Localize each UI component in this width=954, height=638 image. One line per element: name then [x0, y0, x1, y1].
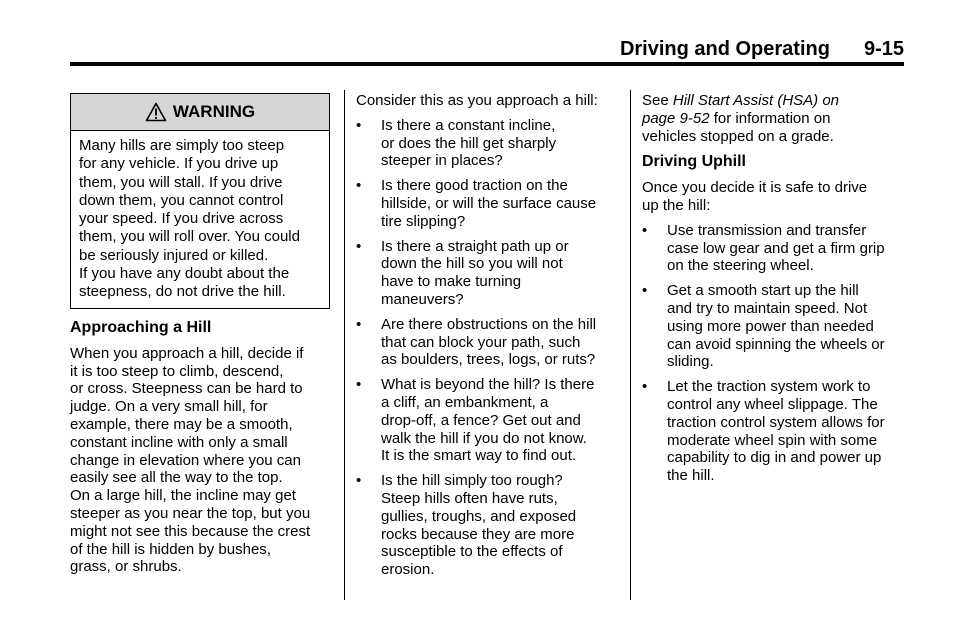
list-line: a cliff, an embankment, a	[381, 393, 549, 411]
intro-line: Once you decide it is safe to drive	[642, 179, 868, 197]
uphill-intro	[642, 179, 912, 215]
list-line: It is the smart way to find out.	[381, 447, 577, 465]
section-title: Driving and Operating	[619, 38, 830, 60]
paragraph-line: judge. On a very small hill, for	[70, 398, 268, 416]
warning-line: Many hills are simply too steep	[79, 137, 285, 154]
list-line: steeper in places?	[381, 152, 503, 170]
page-header	[620, 38, 904, 61]
list-line: can avoid spinning the wheels or	[667, 335, 885, 353]
page-number: 9-15	[863, 38, 904, 60]
list-line: Steep hills often have ruts,	[381, 489, 558, 507]
hill-questions-list	[356, 117, 626, 579]
list-line: hillside, or will the surface cause	[381, 194, 597, 212]
list-line: down the hill so you will not	[381, 255, 563, 273]
list-line: Is there a constant incline,	[381, 116, 556, 134]
list-line: walk the hill if you do not know.	[381, 429, 587, 447]
list-line: Let the traction system work to	[667, 378, 871, 396]
uphill-tips-list	[642, 222, 912, 485]
list-item	[642, 378, 912, 485]
see-line: vehicles stopped on a grade.	[642, 127, 834, 145]
middle-intro: Consider this as you approach a hill:	[356, 92, 598, 109]
see-suffix: for information on	[709, 109, 831, 127]
list-line: Is there a straight path up or	[381, 237, 569, 255]
list-line: moderate wheel spin with some	[667, 431, 878, 449]
see-reference	[642, 92, 912, 145]
list-line: as boulders, trees, logs, or ruts?	[381, 351, 596, 369]
list-item	[356, 472, 626, 579]
list-line: erosion.	[381, 561, 435, 579]
warning-line: them, you will stall. If you drive	[79, 173, 283, 191]
bullet-icon: •	[356, 116, 362, 134]
list-line: tire slipping?	[381, 212, 466, 230]
bullet-icon: •	[642, 378, 648, 396]
list-line: control any wheel slippage. The	[667, 395, 878, 413]
list-line: that can block your path, such	[381, 333, 581, 351]
column-divider-2	[630, 90, 631, 600]
warning-line: for any vehicle. If you drive up	[79, 155, 279, 173]
bullet-icon: •	[356, 237, 362, 255]
paragraph-line: grass, or shrubs.	[70, 558, 182, 576]
paragraph-line: On a large hill, the incline may get	[70, 487, 296, 505]
warning-line: your speed. If you drive across	[79, 210, 284, 228]
list-item	[356, 316, 626, 369]
list-item	[356, 117, 626, 170]
list-line: sliding.	[667, 353, 714, 371]
paragraph-line: of the hill is hidden by bushes,	[70, 540, 271, 558]
warning-line: If you have any doubt about the	[79, 265, 290, 283]
right-column	[642, 92, 912, 485]
hsa-reference-link[interactable]: Hill Start Assist (HSA) on	[672, 92, 840, 109]
paragraph-line: it is too steep to climb, descend,	[70, 362, 284, 380]
list-line: capability to dig in and power up	[667, 449, 882, 467]
warning-line: them, you will roll over. You could	[79, 228, 300, 246]
paragraph-line: or cross. Steepness can be hard to	[70, 380, 303, 398]
list-line: What is beyond the hill? Is there	[381, 376, 595, 394]
paragraph-line: example, there may be a smooth,	[70, 415, 293, 433]
list-line: on the steering wheel.	[667, 257, 814, 275]
bullet-icon: •	[356, 315, 362, 333]
paragraph-line: When you approach a hill, decide if	[70, 344, 304, 362]
list-line: Use transmission and transfer	[667, 221, 867, 239]
list-line: or does the hill get sharply	[381, 134, 557, 152]
list-line: Is the hill simply too rough?	[381, 472, 563, 490]
list-line: gullies, troughs, and exposed	[381, 507, 577, 525]
left-column	[70, 319, 340, 576]
bullet-icon: •	[356, 177, 362, 195]
bullet-icon: •	[642, 282, 648, 300]
warning-triangle-icon	[145, 102, 167, 122]
list-line: Are there obstructions on the hill	[381, 315, 597, 333]
list-item	[642, 222, 912, 275]
warning-line: steepness, do not drive the hill.	[79, 283, 286, 301]
bullet-icon: •	[356, 472, 362, 490]
list-line: rocks because they are more	[381, 525, 575, 543]
middle-column	[356, 92, 626, 579]
list-line: the hill.	[667, 467, 715, 485]
list-item	[356, 238, 626, 309]
paragraph-line: easily see all the way to the top.	[70, 469, 283, 487]
approaching-hill-heading: Approaching a Hill	[70, 319, 212, 336]
list-line: case low gear and get a firm grip	[667, 239, 885, 257]
bullet-icon: •	[356, 376, 362, 394]
list-line: Is there good traction on the	[381, 177, 568, 195]
warning-line: down them, you cannot control	[79, 191, 284, 209]
list-line: maneuvers?	[381, 290, 464, 308]
list-item	[356, 376, 626, 465]
approaching-hill-paragraph	[70, 345, 340, 576]
paragraph-line: constant incline with only a small	[70, 433, 288, 451]
driving-uphill-heading: Driving Uphill	[642, 153, 746, 171]
paragraph-line: change in elevation where you can	[70, 451, 301, 469]
header-rule	[70, 62, 904, 66]
paragraph-line: steeper as you near the top, but you	[70, 504, 311, 522]
warning-box	[70, 93, 330, 309]
column-divider-1	[344, 90, 345, 600]
list-line: have to make turning	[381, 273, 522, 291]
list-line: Get a smooth start up the hill	[667, 282, 859, 300]
paragraph-line: might not see this because the crest	[70, 522, 311, 540]
list-line: drop-off, a fence? Get out and	[381, 411, 581, 429]
list-line: and try to maintain speed. Not	[667, 299, 868, 317]
intro-line: up the hill:	[642, 196, 711, 214]
see-prefix: See	[642, 92, 673, 109]
list-line: susceptible to the effects of	[381, 543, 563, 561]
warning-header	[71, 94, 329, 131]
bullet-icon: •	[642, 221, 648, 239]
list-item	[642, 282, 912, 371]
list-line: using more power than needed	[667, 317, 874, 335]
list-line: traction control system allows for	[667, 413, 885, 431]
list-item	[356, 177, 626, 230]
warning-title: WARNING	[172, 102, 256, 121]
page-reference-link[interactable]: page 9-52	[642, 109, 710, 127]
warning-line: be seriously injured or killed.	[79, 246, 269, 264]
warning-text	[71, 131, 329, 302]
